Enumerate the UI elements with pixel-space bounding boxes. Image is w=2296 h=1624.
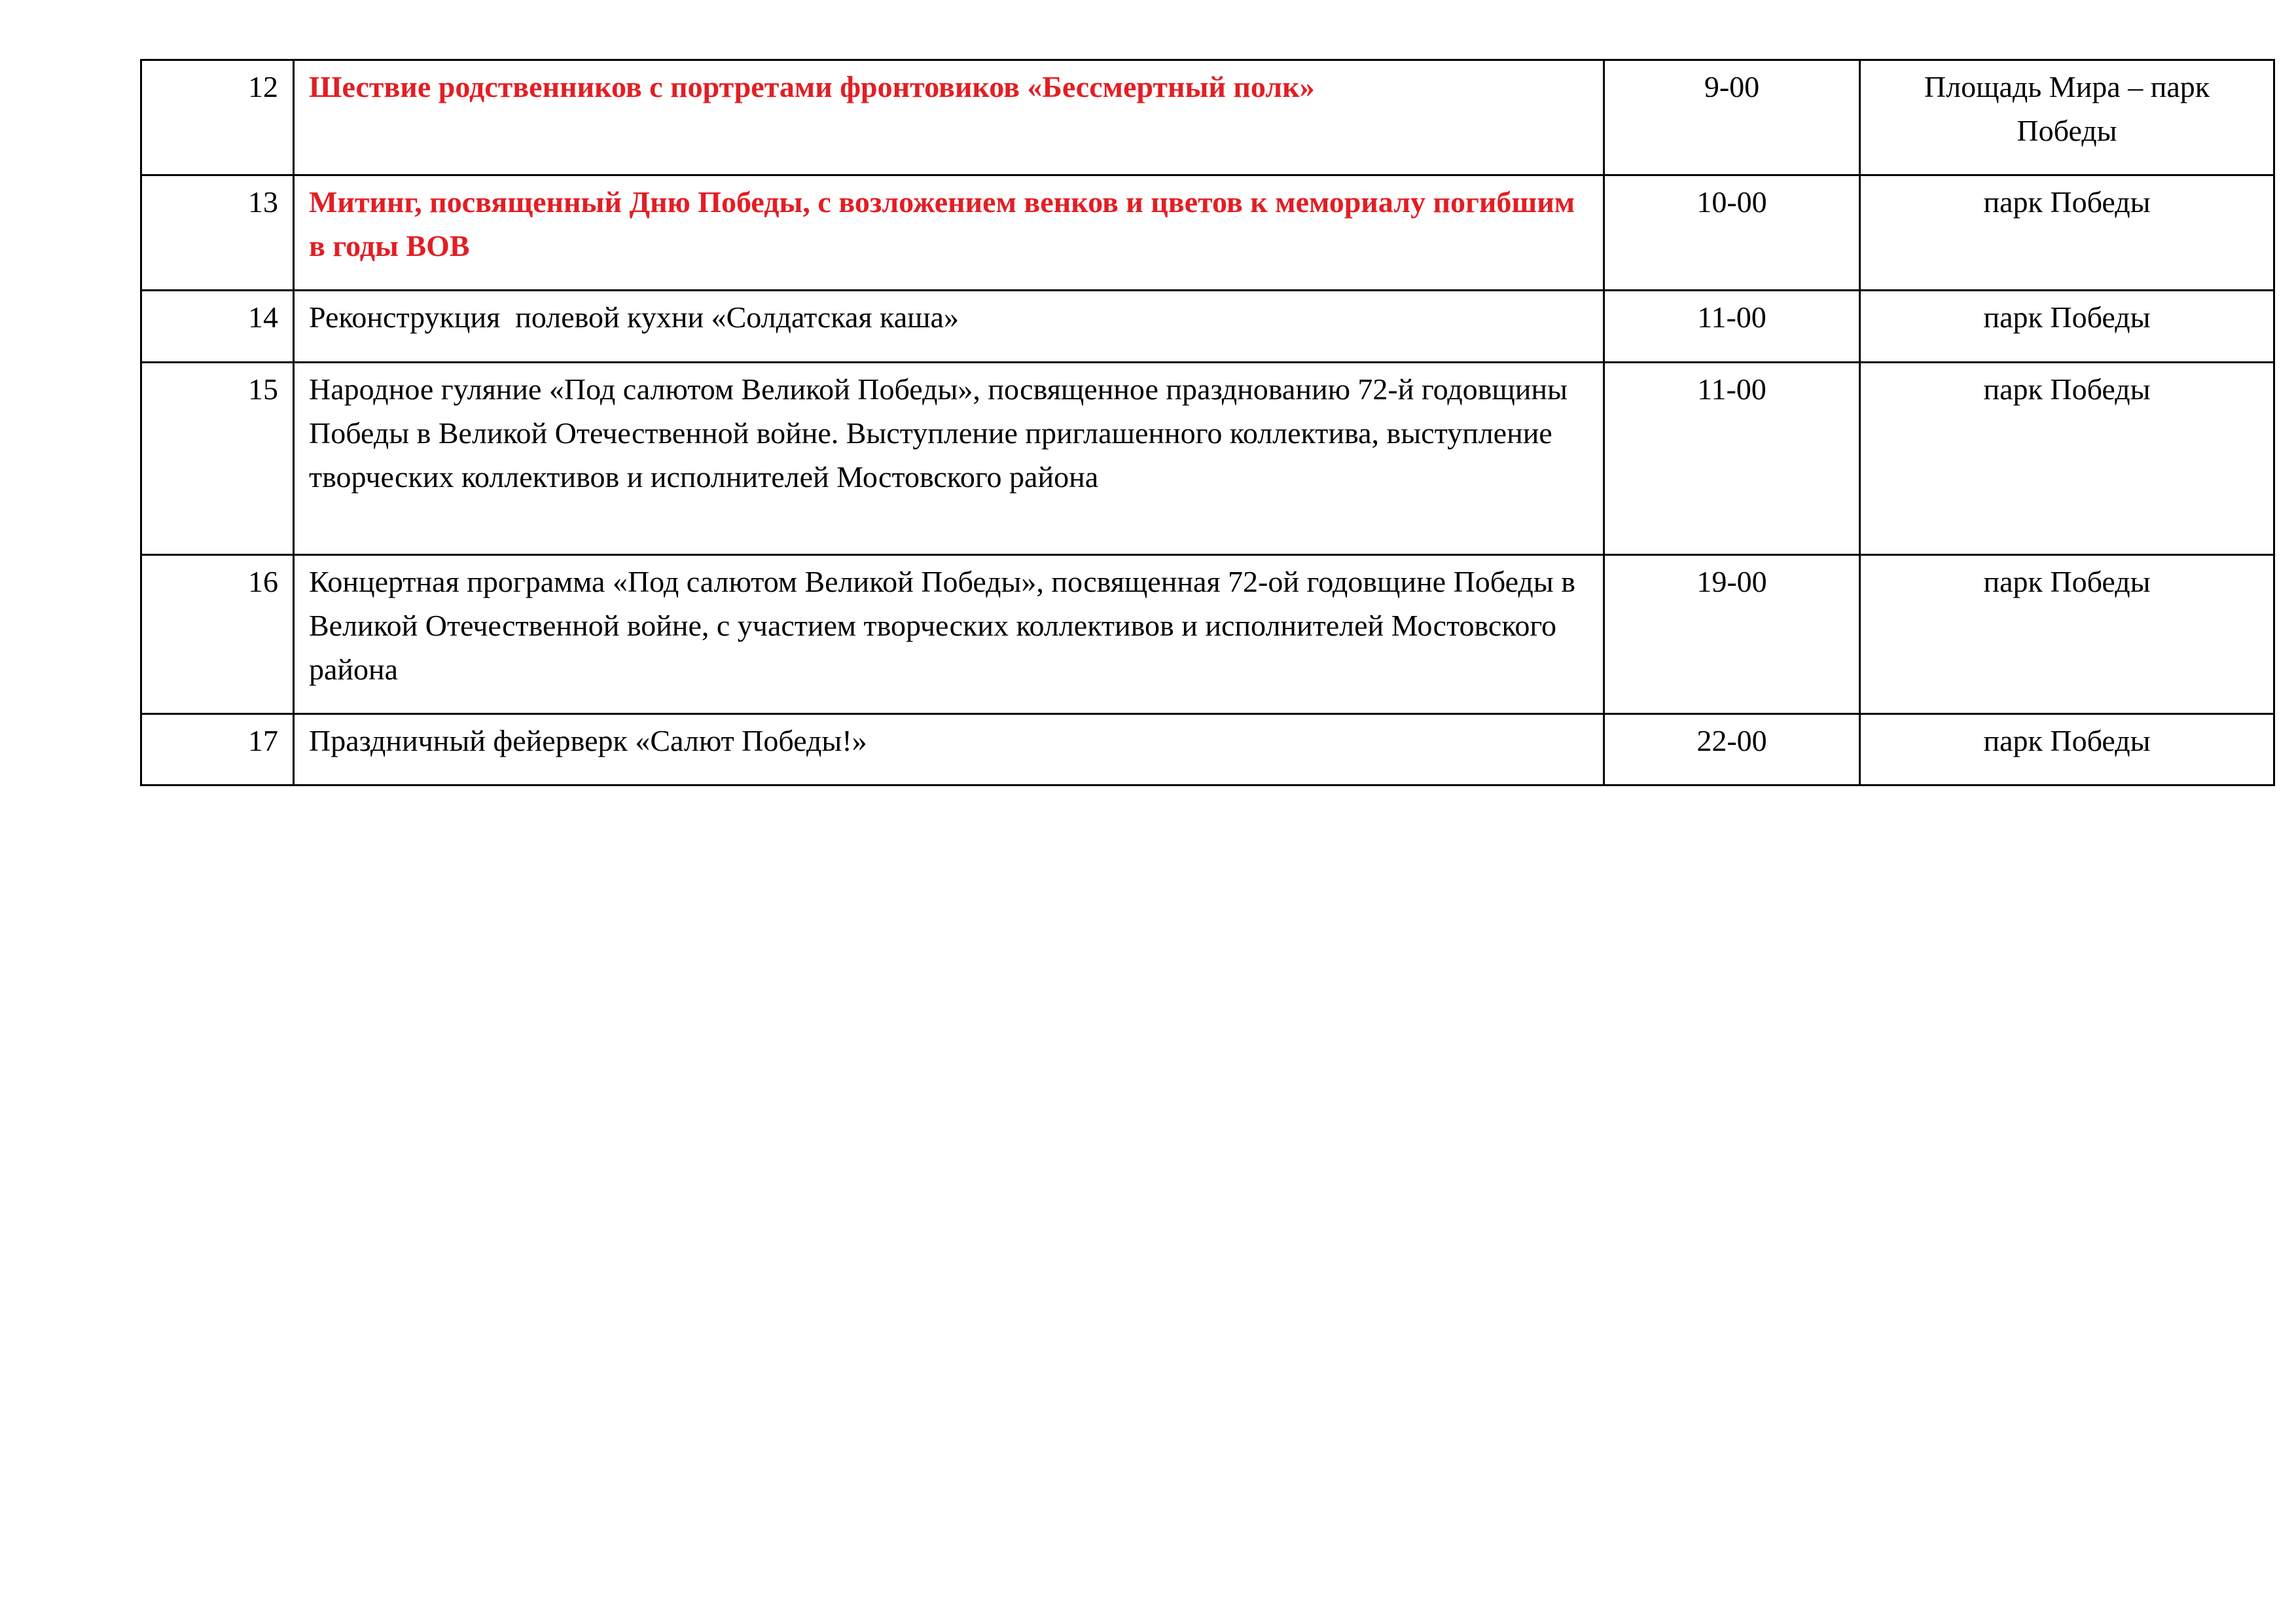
- row-number: 12: [141, 60, 294, 175]
- row-number: 16: [141, 555, 294, 714]
- events-table: [140, 59, 2275, 786]
- event-time: 11-00: [1604, 291, 1860, 363]
- event-time: 19-00: [1604, 555, 1860, 714]
- event-place: парк Победы: [1860, 175, 2274, 291]
- table-row: [141, 555, 2274, 714]
- event-name: Народное гуляние «Под салютом Великой Победы», посвященное празднованию 72-й годовщины Победы в Великой Отечественной войне. Выступление приглашенного коллектива, выступление творческих коллективов и исполнителей Мостовского района: [294, 363, 1604, 555]
- table-row: [141, 291, 2274, 363]
- event-name: Концертная программа «Под салютом Великой Победы», посвященная 72-ой годовщине Победы в Великой Отечественной войне, с участием творческих коллективов и исполнителей Мостовского района: [294, 555, 1604, 714]
- event-time: 9-00: [1604, 60, 1860, 175]
- table-row: [141, 60, 2274, 175]
- row-number: 17: [141, 714, 294, 785]
- event-name: Реконструкция полевой кухни «Солдатская каша»: [294, 291, 1604, 363]
- event-name: Шествие родственников с портретами фронтовиков «Бессмертный полк»: [294, 60, 1604, 175]
- event-place: парк Победы: [1860, 714, 2274, 785]
- event-place: парк Победы: [1860, 555, 2274, 714]
- event-time: 11-00: [1604, 363, 1860, 555]
- event-time: 10-00: [1604, 175, 1860, 291]
- event-time: 22-00: [1604, 714, 1860, 785]
- event-name: Праздничный фейерверк «Салют Победы!»: [294, 714, 1604, 785]
- table-row: [141, 714, 2274, 785]
- event-place: Площадь Мира – парк Победы: [1860, 60, 2274, 175]
- row-number: 14: [141, 291, 294, 363]
- event-place: парк Победы: [1860, 291, 2274, 363]
- event-name: Митинг, посвященный Дню Победы, с возложением венков и цветов к мемориалу погибшим в годы ВОВ: [294, 175, 1604, 291]
- table-row: [141, 363, 2274, 555]
- table-row: [141, 175, 2274, 291]
- row-number: 13: [141, 175, 294, 291]
- event-place: парк Победы: [1860, 363, 2274, 555]
- row-number: 15: [141, 363, 294, 555]
